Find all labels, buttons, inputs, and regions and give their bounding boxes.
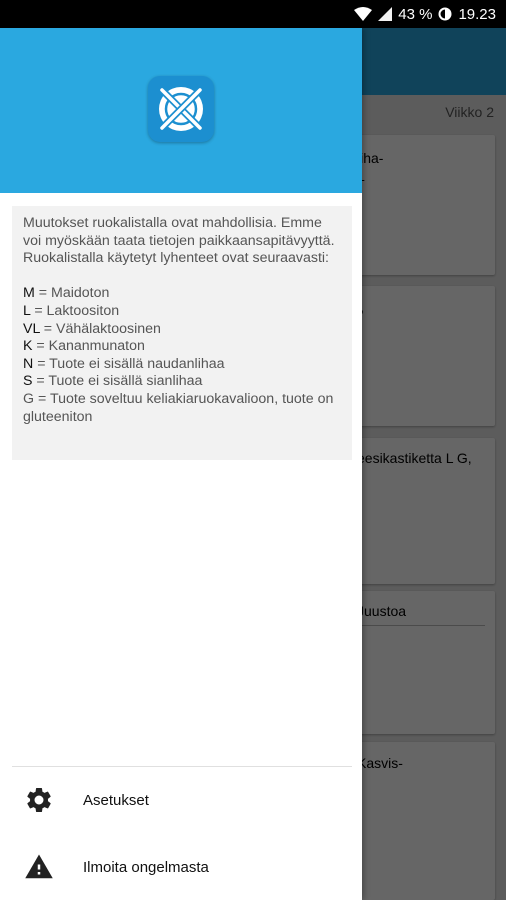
legend-item-m: M = Maidoton [23, 285, 110, 302]
legend-item-n: N = Tuote ei sisällä naudanlihaa [23, 355, 225, 372]
gear-icon [22, 783, 56, 817]
legend-item-s: S = Tuote ei sisällä sianlihaa [23, 373, 203, 390]
legend-item-l: L = Laktoositon [23, 302, 120, 319]
status-bar [0, 0, 506, 28]
settings-label: Asetukset [83, 791, 149, 809]
battery-icon [438, 7, 452, 21]
signal-icon [378, 7, 392, 21]
clock: 19.23 [458, 5, 496, 23]
navigation-drawer [0, 28, 362, 900]
report-problem-menu-item[interactable] [0, 839, 362, 895]
legend-item-vl: VL = Vähälaktoosinen [23, 320, 161, 337]
info-paragraph: Muutokset ruokalistalla ovat mahdollisia. Emme voi myöskään taata tietojen paikkaansapitävyyttä. Ruokalistalla käytetyt lyhenteet ovat seuraavasti: [23, 215, 335, 267]
menu-divider [12, 766, 352, 767]
battery-text: 43 % [398, 5, 433, 23]
drawer-header [0, 28, 362, 193]
legend-item-k: K = Kananmunaton [23, 338, 145, 355]
plate-cutlery-icon [148, 76, 214, 142]
settings-menu-item[interactable] [0, 772, 362, 828]
wifi-icon [354, 7, 372, 21]
legend-item-g: G = Tuote soveltuu keliakiaruokavalioon, tuote on gluteeniton [23, 390, 334, 425]
report-problem-label: Ilmoita ongelmasta [83, 858, 209, 876]
warning-icon [22, 850, 56, 884]
info-box [12, 206, 352, 460]
